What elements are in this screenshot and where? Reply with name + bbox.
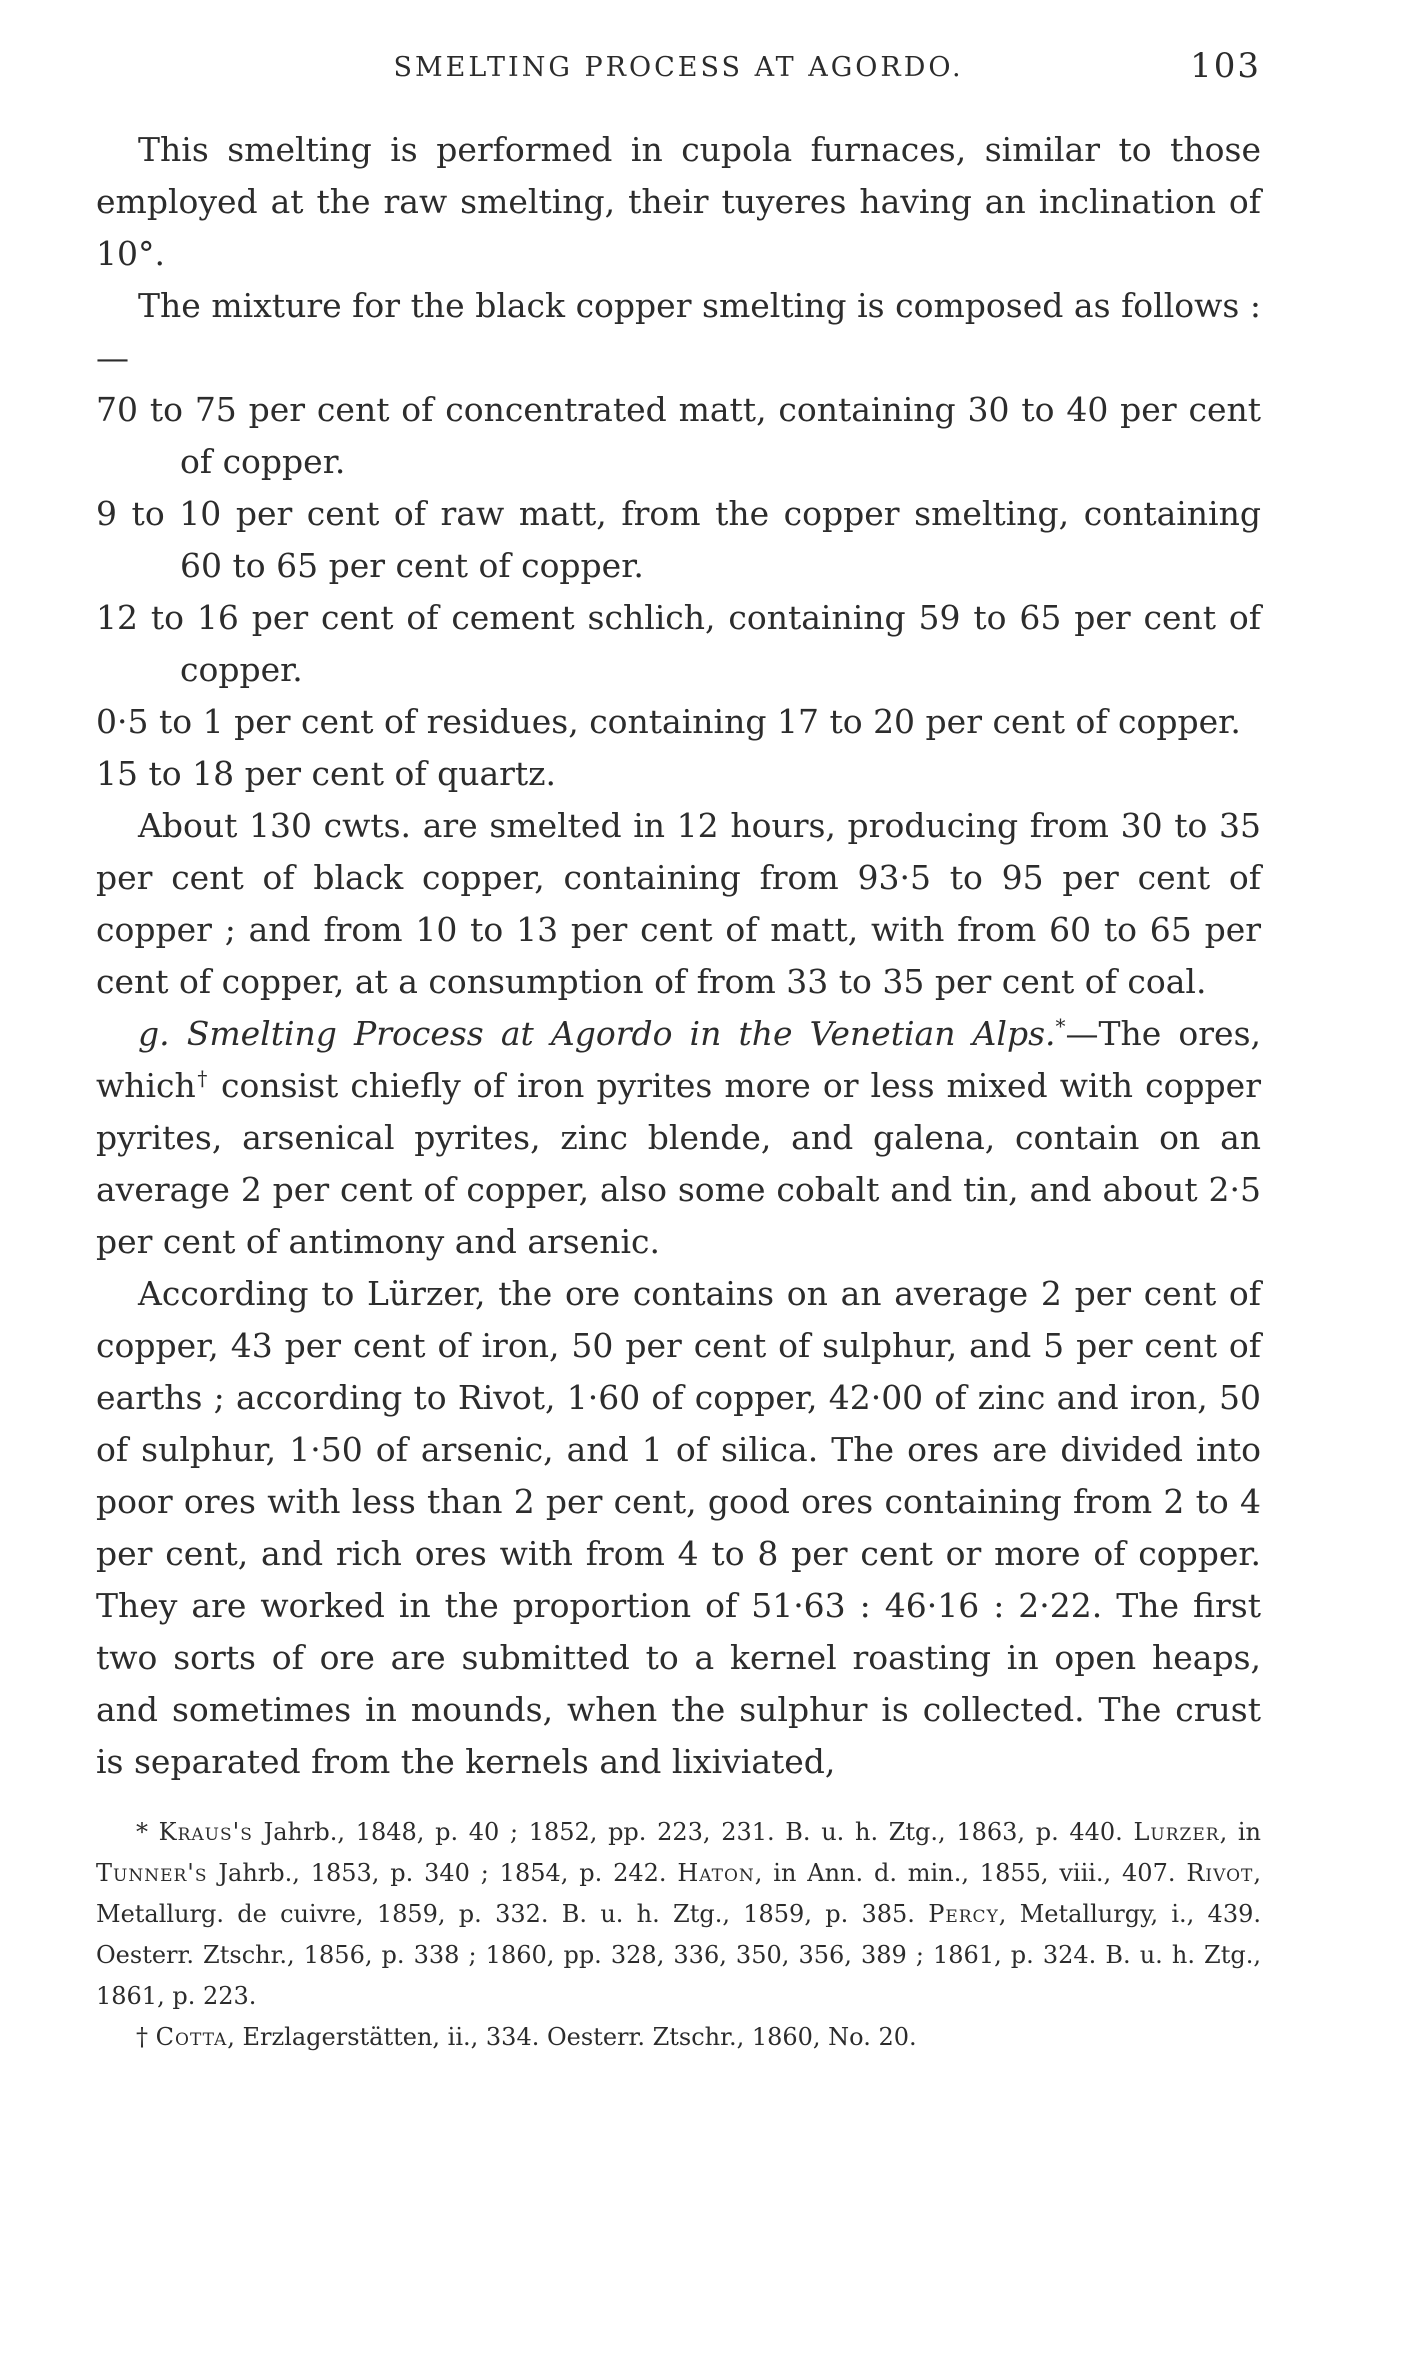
list-item-cement-schlich: 12 to 16 per cent of cement schlich, containing 59 to 65 per cent of copper. bbox=[96, 598, 1261, 689]
fn-text: Jahrb., 1848, p. 40 ; 1852, pp. 223, 231. B. u. h. Ztg., 1863, p. 440. bbox=[252, 1818, 1134, 1846]
fn-text: , in Ann. d. min., 1855, viii., 407. bbox=[754, 1859, 1187, 1887]
footnotes bbox=[96, 1812, 1261, 2058]
fn-author-tunner: Tunner's bbox=[96, 1859, 208, 1887]
footnote-dagger bbox=[96, 2017, 1261, 2058]
fn-text: Jahrb., 1853, p. 340 ; 1854, p. 242. bbox=[207, 1859, 678, 1887]
list-item-concentrated-matt: 70 to 75 per cent of concentrated matt, containing 30 to 40 per cent of copper. bbox=[96, 390, 1261, 481]
fn-author-cotta: Cotta bbox=[155, 2023, 228, 2051]
paragraph-lurzer: According to Lürzer, the ore contains on an average 2 per cent of copper, 43 per cent of iron, 50 per cent of sulphur, and 5 per cent of earths ; according to Rivot, 1·60 of copper, 42·00 of zinc and iron, 50 of sulphur, 1·50 of arsenic, and 1 of silica. The ores are divided into poor ores with less than 2 per cent, good ores containing from 2 to 4 per cent, and rich ores with from 4 to 8 per cent or more of copper. They are worked in the proportion of 51·63 : 46·16 : 2·22. The first two sorts of ore are submitted to a kernel roasting in open heaps, and sometimes in mounds, when the sulphur is collected. The crust is separated from the kernels and lixiviated, bbox=[96, 1274, 1261, 1781]
fn-author-haton: Haton bbox=[677, 1859, 755, 1887]
paragraph-agordo bbox=[96, 1008, 1261, 1268]
running-title: SMELTING PROCESS AT AGORDO. bbox=[393, 52, 964, 83]
book-page bbox=[96, 44, 1261, 2058]
footnote-ref-dagger: † bbox=[195, 1066, 209, 1090]
fn-text: , Erzlagerstätten, ii., 334. Oesterr. Ztschr., 1860, No. 20. bbox=[227, 2023, 917, 2051]
fn-author-kraus: Kraus's bbox=[158, 1818, 253, 1846]
footnote-marker-dagger: † bbox=[136, 2023, 148, 2051]
fn-author-lurzer: Lurzer bbox=[1133, 1818, 1220, 1846]
agordo-text-part1: —The ores, which bbox=[96, 1014, 1261, 1105]
footnote-ref-star: * bbox=[1055, 1014, 1066, 1038]
fn-author-rivot: Rivot bbox=[1186, 1859, 1254, 1887]
footnote-star bbox=[96, 1812, 1261, 2017]
paragraph-mixture-intro: The mixture for the black copper smelting is composed as follows :— bbox=[96, 286, 1261, 377]
fn-author-percy: Percy bbox=[928, 1900, 999, 1928]
list-item-raw-matt: 9 to 10 per cent of raw matt, from the copper smelting, containing 60 to 65 per cent of copper. bbox=[96, 494, 1261, 585]
agordo-text-part2: consist chiefly of iron pyrites more or less mixed with copper pyrites, arsenical pyrites, zinc blende, and galena, contain on an average 2 per cent of copper, also some cobalt and tin, and about 2·5 per cent of antimony and arsenic. bbox=[96, 1066, 1261, 1261]
footnote-marker-star: * bbox=[136, 1818, 148, 1846]
list-item-residues: 0·5 to 1 per cent of residues, containing 17 to 20 per cent of copper. bbox=[96, 702, 1241, 741]
section-label: g. bbox=[138, 1014, 170, 1053]
section-heading: Smelting Process at Agordo in the Venetian Alps. bbox=[186, 1014, 1056, 1053]
paragraph-smelting-yield: About 130 cwts. are smelted in 12 hours, producing from 30 to 35 per cent of black copper, containing from 93·5 to 95 per cent of copper ; and from 10 to 13 per cent of matt, with from 60 to 65 per cent of copper, at a consumption of from 33 to 35 per cent of coal. bbox=[96, 806, 1261, 1001]
body-text bbox=[96, 124, 1261, 1788]
page-number: 103 bbox=[1190, 46, 1261, 86]
running-head bbox=[96, 44, 1261, 102]
paragraph-cupola: This smelting is performed in cupola furnaces, similar to those employed at the raw smelting, their tuyeres having an inclination of 10°. bbox=[96, 130, 1261, 273]
fn-text: , Metallurgy, i., 439. Oesterr. Ztschr., 1856, p. 338 ; 1860, pp. 328, 336, 350, 356, 389 ; 1861, p. 324. B. u. h. Ztg., 1861, p. 223. bbox=[96, 1900, 1261, 2010]
fn-text: , in bbox=[1219, 1818, 1262, 1846]
list-item-quartz: 15 to 18 per cent of quartz. bbox=[96, 754, 557, 793]
fn-text: , Metallurg. de cuivre, 1859, p. 332. B. u. h. Ztg., 1859, p. 385. bbox=[96, 1859, 1262, 1928]
